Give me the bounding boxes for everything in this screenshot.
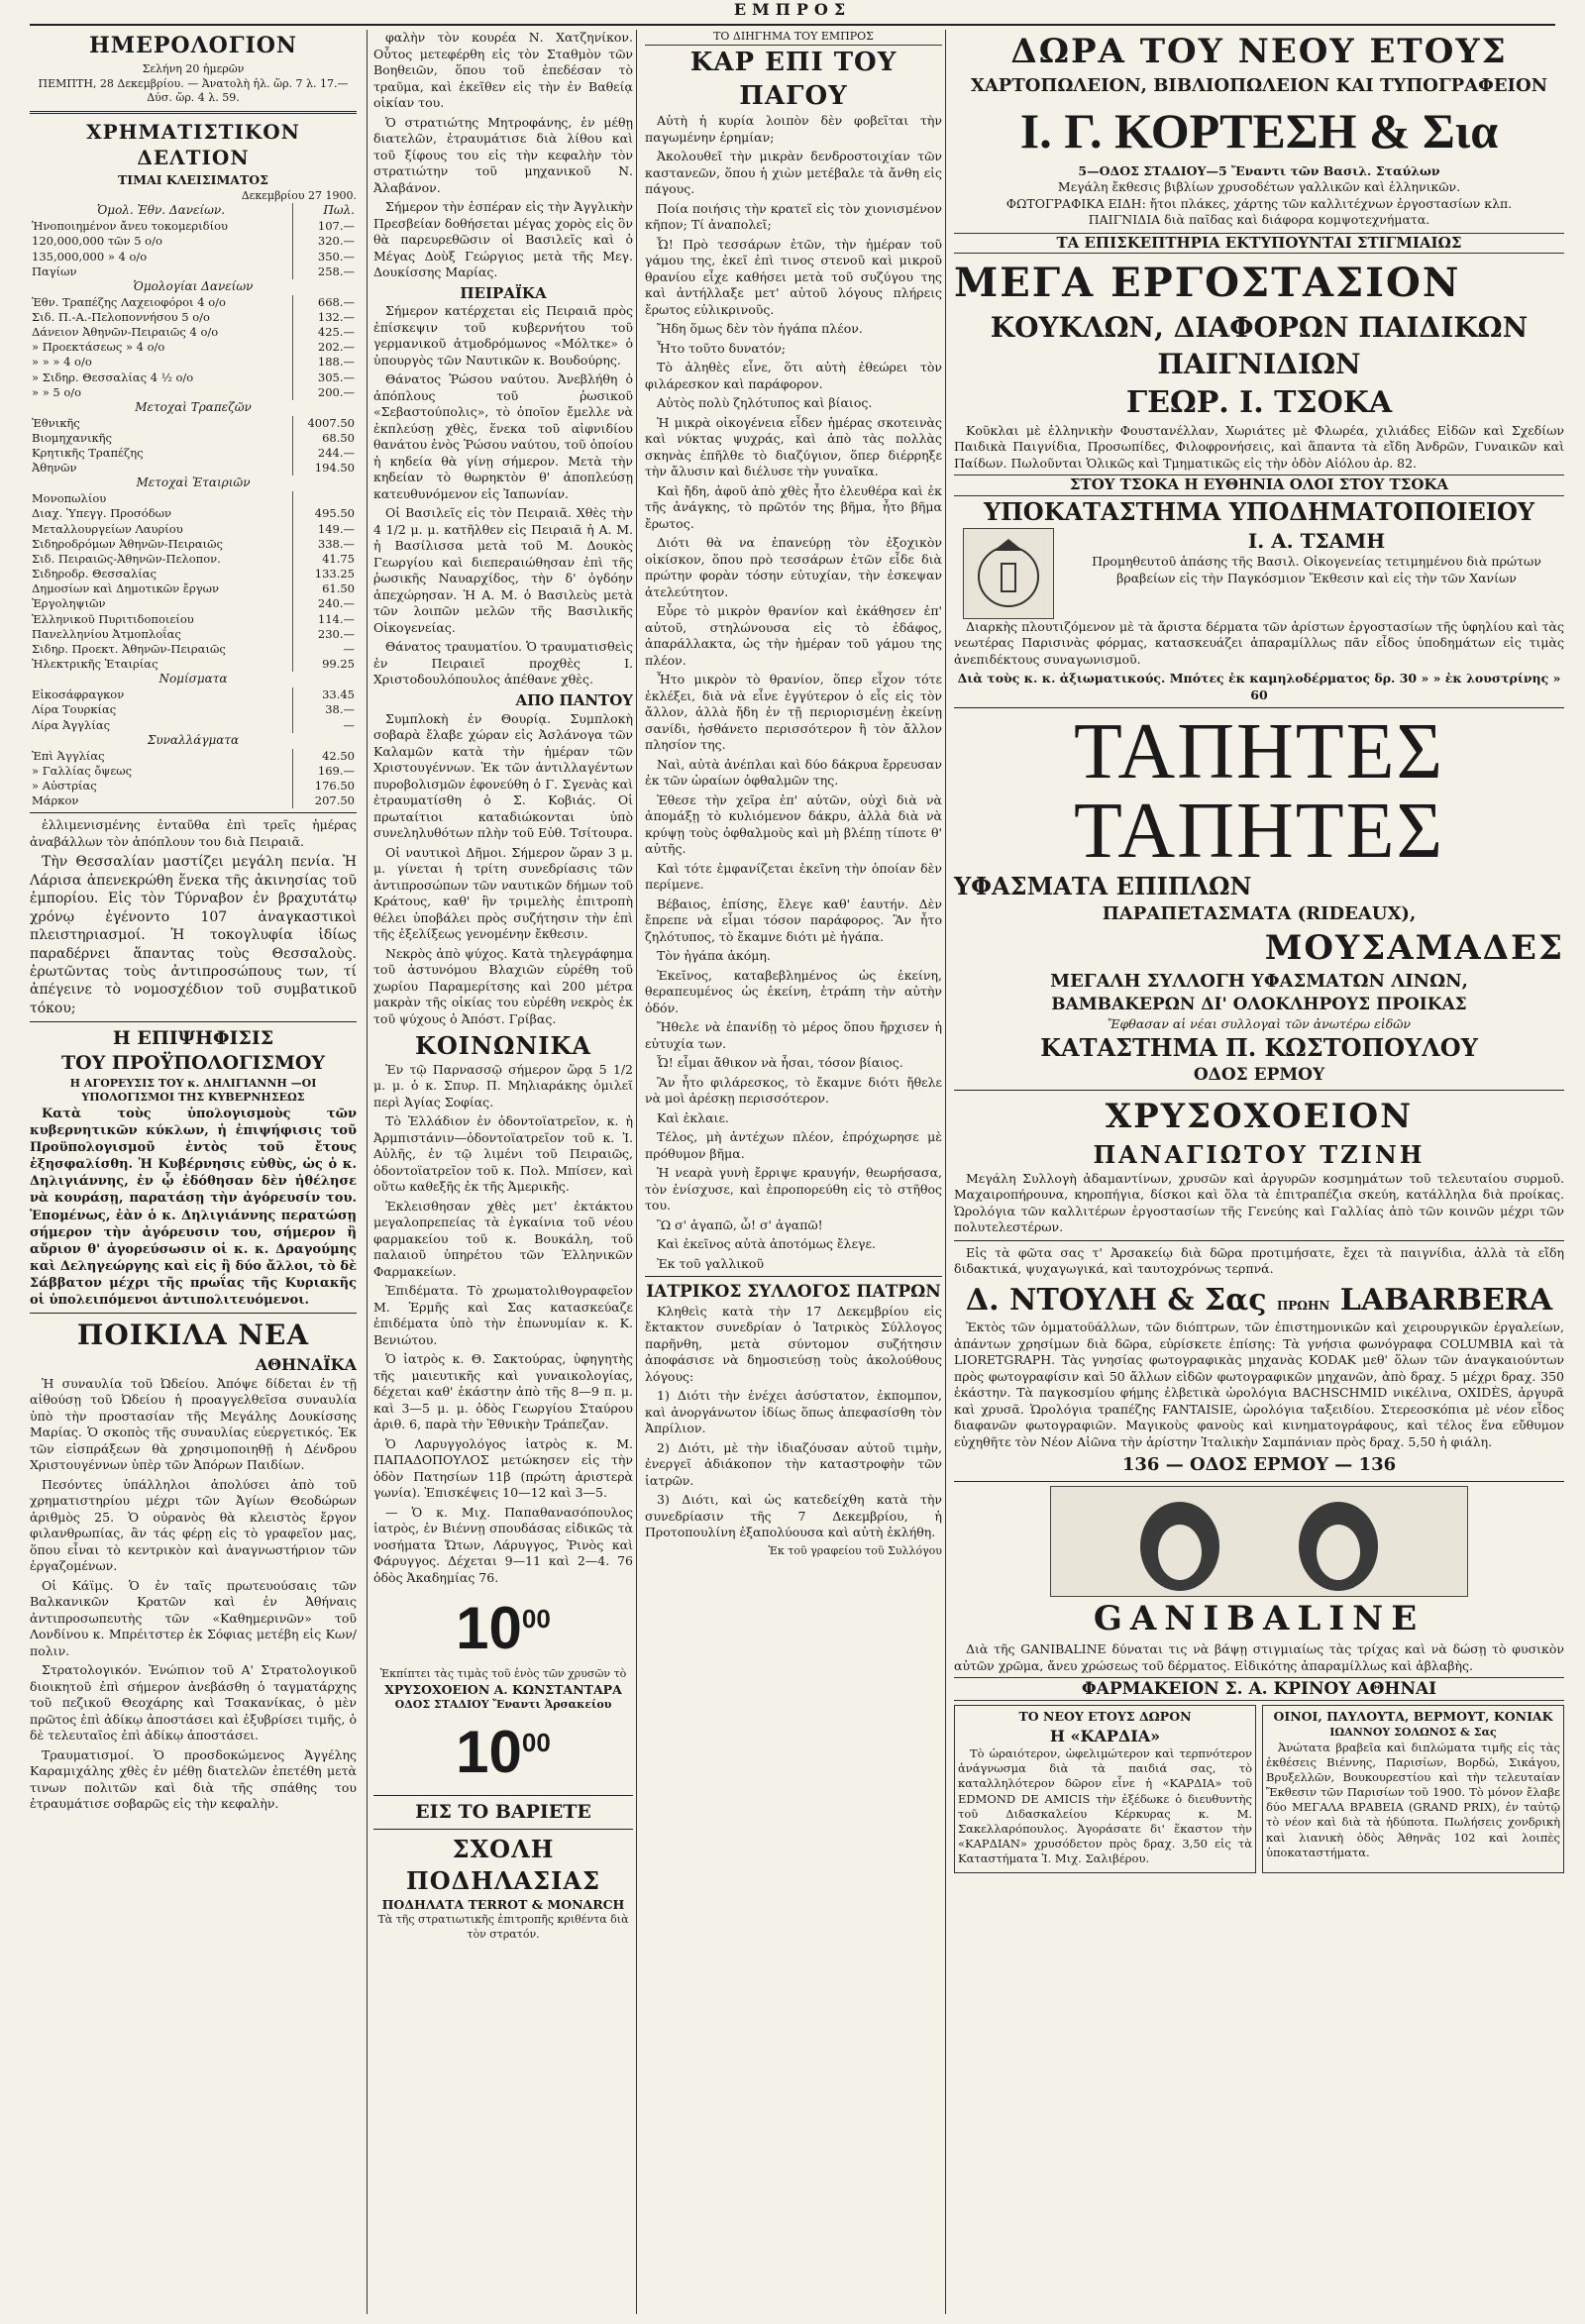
stock-row xyxy=(30,250,357,264)
athens-p3: Οἱ Κάϊμς. Ὁ ἐν ταῖς πρωτευούσαις τῶν Βαλκανικῶν Κρατῶν καὶ ἐν Ἀθήναις ἀντιπροσωπευτὴς τῶν «Καθημερινῶν» τοῦ Λονδίνου κ. Μπρέιτστερ ἐκ Σόφιας μετέβη εἰς Κων/πολιν. xyxy=(30,1577,357,1658)
wine-title: ΟΙΝΟΙ, ΠΑΥΛΟΥΤΑ, ΒΕΡΜΟΥΤ, ΚΟΝΙΑΚ xyxy=(1273,1709,1553,1725)
cotton: ΒΑΜΒΑΚΕΡΩΝ ΔΙ' ΟΛΟΚΛΗΡΟΥΣ ΠΡΟΙΚΑΣ xyxy=(1051,995,1467,1015)
gold-addr: ΟΔΟΣ ΣΤΑΔΙΟΥ Ἔναντι Ἀρσακείου xyxy=(394,1698,612,1712)
calendar-title: ΗΜΕΡΟΛΟΓΙΟΝ xyxy=(88,33,298,58)
stock-name: Ἠλεκτρικῆς Ἑταιρίας xyxy=(32,657,158,672)
stock-row xyxy=(30,295,357,310)
jeweler-title: ΧΡΥΣΟΧΟΕΙΟΝ xyxy=(1105,1097,1414,1137)
stock-name: Σιδ. Π.-Α.-Πελοποννήσου 5 ο/ο xyxy=(32,309,210,324)
stock-value: 194.50 xyxy=(293,461,358,475)
story-paragraph: Ποία ποιήσις τὴν κρατεῖ εἰς τὸν χιονισμένον κῆπον; Τί ἀναπολεῖ; xyxy=(645,200,942,233)
stock-row xyxy=(30,552,357,567)
ntoulis-text: Ἐκτὸς τῶν ὁμματοϋάλλων, τῶν διόπτρων, τῶν ἐπιστημονικῶν καὶ χειρουργικῶν ἐργαλείων, ἀπάντων χρησίμων διὰ δῶρα, εὑρίσκετε ἐπίσης: Τὰ γνήσια φωνόγραφα COLUMBIA καὶ τὰ LIORETGRAPH. Τὰς γνησίας φωτογραφικὰς μηχανὰς KODAK μεθ' ὅλων τῶν ἀναγκαιούντων πρὸς φωτογραφίσιν καὶ 50 ἄλλων εἰδῶν φωτογραφικῶν μηχανῶν, ἀπὸ δραχ. 5 μέχρι δραχ. 350 ἑκάστην. Τὰ παγκοσμίου φήμης ἐλβετικὰ ὡρολόγια BACHSCHMID νικέλινα, OXIDÈS, ἀργυρᾶ καὶ χρυσᾶ. Ὡρολόγια τραπέζης FANTAISIE, ὡρολόγια ταξειδίου. Στερεοσκόπια μὲ νέον εἶδος διαφανῶν φωτογραφιῶν. Μαγικοὺς φανοὺς καὶ κινηματογράφους, καὶ τέλος ἕνα εὔθυμον εὐχηθῆτε τὸν Νέον Αἰῶνα τὴν ἀρίστην Ἰταλικὴν Σαμπάνιαν πρὸς δραχ. 5,50 ἡ φιάλη. xyxy=(954,1320,1564,1449)
story-paragraph: Καὶ ἐκεῖνος αὐτὰ ἀποτόμως ἔλεγε. xyxy=(657,1236,876,1252)
social-p5: Ὁ ἰατρὸς κ. Θ. Σακτούρας, ὑφηγητὴς τῆς μαιευτικῆς καὶ γυναικολογίας, δέχεται καθ' ἑκάστην ἀπὸ τῆς 8—9 π. μ. καὶ 3—5 μ. μ. ὁδὸς Γεωργίου Σταύρου ἀριθ. 6, παρὰ τὴν Ἐθνικὴν Τράπεζαν. xyxy=(373,1351,633,1432)
ganibaline-text: Διὰ τῆς GANIBALINE δύναται τις νὰ βάψῃ στιγμιαίως τὰς τρίχας καὶ νὰ δώσῃ τὸ φυσικὸν αὐτῶν χρῶμα, ἄνευ χρώσεως τοῦ δέρματος. Εἰδικότης ἀπαραμίλλως καὶ ἀβλαβὴς. xyxy=(954,1641,1564,1673)
stock-row xyxy=(30,793,357,808)
shoe-text: Προμηθευτοῦ ἁπάσης τῆς Βασιλ. Οἰκογενείας τετιμημένου διὰ πρώτων βραβείων εἰς τὴν Παγκόσμιον Ἔκθεσιν καὶ εἰς τὴν τῶν Χανίων xyxy=(1092,554,1541,585)
school-text: Τὰ τῆς στρατιωτικῆς ἐπιτροπῆς κριθέντα διὰ τὸν στρατόν. xyxy=(377,1913,629,1941)
factory-title: ΜΕΓΑ ΕΡΓΟΣΤΑΣΙΟΝ xyxy=(954,260,1461,307)
kostopoulos: ΚΑΤΑΣΤΗΜΑ Π. ΚΩΣΤΟΠΟΥΛΟΥ xyxy=(1040,1033,1478,1063)
school-sub: ΠΟΔΗΛΑΤΑ TERROT & MONARCH xyxy=(381,1896,625,1912)
stock-name: » Προεκτάσεως » 4 ο/ο xyxy=(32,340,165,355)
story-series: ΤΟ ΔΙΗΓΗΜΑ ΤΟΥ ΕΜΠΡΟΣ xyxy=(645,30,942,46)
stock-section-header xyxy=(30,279,357,295)
newspaper-page xyxy=(30,0,1564,2324)
stock-table xyxy=(30,203,357,808)
stock-value: 200.— xyxy=(293,385,358,400)
stock-name: Ἐπὶ Ἀγγλίας xyxy=(32,748,105,763)
shoe-text-2: Διαρκὴς πλουτιζόμενον μὲ τὰ ἄριστα δέρματα τῶν ἀρίστων ἐργοστασίων τῆς ὑφηλίου καὶ τὰς νεωτέρας Παρισινὰς φόρμας, κατασκευάζει ἀπαραμίλλως πᾶν εἶδος ὑποδημάτων εἰς τιμὰς ἀνεπιδέκτους συναγωνισμοῦ. xyxy=(954,618,1564,667)
stock-name: Σιδηροδρ. Θεσσαλίας xyxy=(32,567,157,581)
story-paragraph: Καὶ ἤδη, ἀφοῦ ἀπὸ χθὲς ἦτο ἐλευθέρα καὶ ἐκ τῆς ἀνάγκης, τὸ πρῶτόν της βῆμα, ἦτο βῆμα ἔρωτος. xyxy=(645,482,942,531)
stock-row xyxy=(30,461,357,475)
kortesis-l2: ΦΩΤΟΓΡΑΦΙΚΑ ΕΙΔΗ: ἤτοι πλάκες, χάρτης τῶν καλλιτέχνων ἐργοστασίων κλπ. xyxy=(1005,195,1513,211)
social-title: ΚΟΙΝΩΝΙΚΑ xyxy=(415,1031,591,1061)
kardia-title: ΤΟ ΝΕΟΥ ΕΤΟΥΣ ΔΩΡΟΝ xyxy=(1018,1709,1192,1725)
para-ship: ἐλλιμενισμένης ἐνταῦθα ἐπὶ τρεῖς ἡμέρας ἀναβάλλων τὸν ἀπόπλουν του διὰ Πειραιᾶ. xyxy=(30,817,357,849)
stock-value: 350.— xyxy=(293,250,358,264)
calendar-date: ΠΕΜΠΤΗ, 28 Δεκεμβρίου. — Ἀνατολὴ ἡλ. ὥρ. 7 λ. 17.—Δύσ. ὥρ. 4 λ. 59. xyxy=(38,76,349,105)
stock-row xyxy=(30,596,357,611)
kortesis-addr: 5—ΟΔΟΣ ΣΤΑΔΙΟΥ—5 Ἔναντι τῶν Βασιλ. Σταύλων xyxy=(1078,162,1440,178)
story-paragraph: Ἐκεῖνος, καταβεβλημένος ὡς ἐκείνη, θεραπευμένος ὡς ἐκείνη, ἐτράπη τὴν αὐτὴν ὁδόν. xyxy=(645,967,942,1015)
everywhere-p1: Συμπλοκὴ ἐν Θουρίᾳ. Συμπλοκὴ σοβαρὰ ἔλαβε χώραν εἰς Ἀσλάνογα τῶν Καλαμῶν κατὰ τὴν ἡμέραν τῶν Χριστουγέννων. Ἐκ τῶν ἀντιλλαγέντων πυροβολισμῶν ἐφονεύθη ὁ Γ. Σγενὰς καὶ ἐτραυματίσθη ὁ Σ. Κοβιάς. Οἱ πρωταίτιοι καταδιώκονται ὑπὸ συνεληλυθότων πλὴν τοῦ Εὐθ. Τσίτουρα. xyxy=(373,710,633,841)
stock-value: 425.— xyxy=(293,325,358,340)
stock-value: 149.— xyxy=(293,522,358,537)
kardia-sub: Η «ΚΑΡΔΙΑ» xyxy=(1049,1726,1161,1745)
stock-row xyxy=(30,385,357,400)
story-paragraph: Ἐκ τοῦ γαλλικοῦ xyxy=(657,1255,765,1271)
stock-row xyxy=(30,506,357,521)
stock-name: Λίρα Τουρκίας xyxy=(32,702,117,717)
stock-value: 132.— xyxy=(293,310,358,325)
stock-value: 305.— xyxy=(293,370,358,385)
stock-name: » Σιδηρ. Θεσσαλίας 4 ½ ο/ο xyxy=(32,370,194,384)
stock-name: Εἰκοσάφραγκον xyxy=(32,687,125,702)
story-title: ΚΑΡ ΕΠΙ ΤΟΥ ΠΑΓΟΥ xyxy=(689,47,898,111)
gifts-title: ΔΩΡΑ ΤΟΥ ΝΕΟΥ ΕΤΟΥΣ xyxy=(1010,32,1508,71)
social-p6: Ὁ Λαρυγγολόγος ἰατρὸς κ. Μ. ΠΑΠΑΔΟΠΟΥΛΟΣ μετώκησεν εἰς τὴν ὁδὸν Πατησίων 11β (πρώτη ἀριστερὰ γωνία). Ἐπισκέψεις 10—12 καὶ 3—5. xyxy=(373,1435,633,1501)
story-paragraph: Ἀκολουθεῖ τὴν μικρὰν δενδροστοιχίαν τῶν καστανεῶν, ὅπου ἡ χιὼν μετέβαλε τὰ ἄνθη εἰς πάγους. xyxy=(645,149,942,197)
mousamades: ΜΟΥΣΑΜΑΔΕΣ xyxy=(1264,927,1564,968)
stock-row xyxy=(30,325,357,340)
stock-section-header xyxy=(30,672,357,687)
stock-subtitle: ΤΙΜΑΙ ΚΛΕΙΣΙΜΑΤΟΣ xyxy=(117,172,269,188)
stock-col-header-right: Πωλ. xyxy=(293,203,358,219)
stock-row xyxy=(30,702,357,717)
stock-name: 135,000,000 » 4 ο/ο xyxy=(32,249,148,264)
story-paragraph: Εὗρε τὸ μικρὸν θρανίον καὶ ἐκάθησεν ἐπ' αὐτοῦ, στηλώνουσα εἰς τὸ ἐδάφος, ἀπαράλλακτα, ὡς τὴν ἡμέραν τοῦ γάμου της πλέον. xyxy=(645,603,942,668)
wine-text: Ἀνώτατα βραβεῖα καὶ διπλώματα τιμῆς εἰς τὰς ἐκθέσεις Βιέννης, Παρισίων, Βορδώ, Σικάγου, Βρυξελλῶν, Βουκουρεστίου καὶ τὴν τελευταίαν Ἔκθεσιν τῶν Παρισίων τοῦ 1900. Τὸ μόνον ἔλαβε δύο ΜΕΓΑΛΑ ΒΡΑΒΕΙΑ (GRAND PRIX), ἐν ταὐτῷ τὸ νέον καὶ διὰ τὰ ἡδύποτα. Πωλήσεις χονδρικὴ καὶ λιανικὴ ὁδὸς Ἀθηνᾶς 102 καὶ λοιπὲς ὑποκαταστήματα. xyxy=(1266,1740,1560,1859)
stock-title: ΧΡΗΜΑΤΙΣΤΙΚΟΝ ΔΕΛΤΙΟΝ xyxy=(86,119,300,169)
story-paragraph: Καὶ τότε ἐμφανίζεται ἐκεῖνη τὴν ὁποίαν δὲν περίμενε. xyxy=(645,860,942,893)
column-2 xyxy=(367,30,633,2314)
ganibaline-illustration xyxy=(1050,1486,1468,1597)
stock-section-header xyxy=(30,400,357,416)
calendar-moon: Σελήνη 20 ἡμερῶν xyxy=(142,62,245,76)
stock-name: Δημοσίων καὶ Δημοτικῶν ἔργων xyxy=(32,581,219,596)
story-paragraph: Ὢ σ' ἀγαπῶ, ὦ! σ' ἀγαπῶ! xyxy=(657,1216,823,1232)
stock-value: 114.— xyxy=(293,612,358,627)
piraeus-p4: Θάνατος τραυματίου. Ὁ τραυματισθεὶς ἐν Πειραιεῖ προχθὲς Ι. Χριστοδουλόπουλος ἀπέθανε χθὲς. xyxy=(373,639,633,687)
kardia-text: Τὸ ὡραιότερον, ὠφελιμώτερον καὶ τερπνότερον ἀνάγνωσμα διὰ τὰ παιδιά σας, τὸ καταλληλότερον δῶρον εἶνε ἡ «ΚΑΡΔΙΑ» τοῦ EDMOND DE AMICIS τὴν ἐξέδωκε ὁ διευθυντὴς τοῦ Διδασκαλείου Κέρκυρας κ. Μ. Σακελλαρόπουλος. Ἀγοράσατε δι' ἕκαστον τὴν «ΚΑΡΔΙΑΝ» χρυσόδετον πρὸς δραχ. 3,50 εἰς τὰ Καταστήματα Ἰ. Μιχ. Σαλιβέρου. xyxy=(958,1746,1252,1866)
masthead: ΕΜΠΡΟΣ xyxy=(30,0,1555,26)
pharmacy: ΦΑΡΜΑΚΕΙΟΝ Σ. Α. ΚΡΙΝΟΥ ΑΘΗΝΑΙ xyxy=(954,1677,1564,1701)
stock-value: 42.50 xyxy=(293,749,358,764)
athens-p4: Στρατολογικόν. Ἐνώπιον τοῦ Α' Στρατολογικοῦ διοικητοῦ ἐπὶ σήμερον ἀνεβάσθη ὁ ταγματάρχης τοῦ πεζικοῦ Θεοχάρης καὶ Τσακανίκας, ὁ μὲν πρῶτος ἐπὶ ἀδίκῳ ἀποστάσει καὶ ἐξυβρίσει τιμῆς, ὁ δὲ τελευταῖος ἐπὶ ἀδίκῳ ἀποστάσει. xyxy=(30,1662,357,1743)
piraeus-p3: Οἱ Βασιλεῖς εἰς τὸν Πειραιᾶ. Χθὲς τὴν 4 1/2 μ. μ. κατῆλθεν εἰς Πειραιᾶ ἡ Α. Μ. ἡ Βασίλισσα μετὰ τοῦ Μ. Δουκὸς Γεωργίου καὶ διεπεραιώθησαν ἐπὶ τῆς ῥωσικῆς Ναυαρχίδος, τὴν δ' ὀγδόην ἀπεχώρησαν. Ἡ Α. Μ. ὁ Βασιλεὺς μετὰ τῶν λοιπῶν μελῶν τῆς Βασιλικῆς Οἰκογενείας. xyxy=(373,505,633,635)
c2-p3: Σήμερον τὴν ἑσπέραν εἰς τὴν Ἀγγλικὴν Πρεσβείαν δοθήσεται μέγας χορὸς εἰς ὃν θὰ παρευρεθῶσιν οἱ Βασιλεῖς καὶ ὁ Μέγας Δοὺξ Γεώργιος μετὰ τῆς Μεγ. Δουκίσσης Μαρίας. xyxy=(373,199,633,279)
stock-value: 4007.50 xyxy=(293,416,358,431)
factory-sub: ΚΟΥΚΛΩΝ, ΔΙΑΦΟΡΩΝ ΠΑΙΔΙΚΩΝ ΠΑΙΓΝΙΔΙΩΝ xyxy=(990,311,1529,381)
story-paragraph: Τέλος, μὴ ἀντέχων πλέον, ἐπρόχωρησε μὲ πρόθυμον βῆμα. xyxy=(645,1129,942,1161)
stock-name: Μετοχαὶ Τραπεζῶν xyxy=(135,399,252,414)
stock-name: Διαχ. Ὑπεγγ. Προσόδων xyxy=(32,506,171,521)
stock-row xyxy=(30,264,357,279)
piraeus-title: ΠΕΙΡΑΪΚΑ xyxy=(460,283,547,302)
stock-name: » Αὐστρίας xyxy=(32,778,97,792)
stock-name: Μάρκον xyxy=(32,793,79,808)
stock-name: Νομίσματα xyxy=(158,672,228,687)
stock-name: Συναλλάγματα xyxy=(147,732,240,747)
story-paragraph: Ἦτο τοῦτο δυνατόν; xyxy=(657,340,787,356)
stock-name: Μεταλλουργείων Λαυρίου xyxy=(32,521,183,536)
stock-row xyxy=(30,537,357,552)
gold-line: Ἐκπίπτει τὰς τιμὰς τοῦ ἑνὸς τῶν χρυσῶν τὸ xyxy=(379,1667,627,1681)
athens-p2: Πεσόντες ὑπάλληλοι ἀπολύσει ἀπὸ τοῦ χρηματιστηρίου μέχρι τῶν Ἀγίων Θεοδώρων ἀριθμὸς 25. Ὁ οὐρανὸς θὰ κλειστὸς ἔργον φιλανθρωπίας, ἂν τάς φέρῃ εἰς τὸ γραφεῖον μας, ὅπου εἶναι τὸ κεντρικὸν καὶ ἀναγνωστήριον τῶν ἐργαζομένων. xyxy=(30,1476,357,1574)
stock-value: 202.— xyxy=(293,340,358,355)
stock-name: Λίρα Ἀγγλίας xyxy=(32,717,111,732)
stock-value: 68.50 xyxy=(293,431,358,446)
stock-row xyxy=(30,749,357,764)
gold-price: $10^{00}$ xyxy=(456,1595,551,1662)
stock-row xyxy=(30,219,357,234)
wine-sub: ΙΩΑΝΝΟΥ ΣΟΛΩΝΟΣ & Σας xyxy=(1329,1725,1497,1739)
arrived: Ἔφθασαν αἱ νέαι συλλογαὶ τῶν ἀνωτέρω εἰδῶν xyxy=(1107,1015,1412,1031)
stock-value: 61.50 xyxy=(293,581,358,596)
med-sign: Ἐκ τοῦ γραφείου τοῦ Συλλόγου xyxy=(768,1543,942,1557)
stock-value: 176.50 xyxy=(293,779,358,793)
stock-value: 169.— xyxy=(293,764,358,779)
stock-row xyxy=(30,612,357,627)
stock-value: — xyxy=(293,718,358,733)
story-body xyxy=(645,113,942,1272)
stock-value: — xyxy=(293,642,358,657)
stock-row xyxy=(30,340,357,355)
everywhere-title: ΑΠΟ ΠΑΝΤΟΥ xyxy=(515,690,633,709)
stock-name: Βιομηχανικῆς xyxy=(32,430,112,445)
stock-row xyxy=(30,522,357,537)
stock-name: Παγίων xyxy=(32,264,77,278)
stock-name: Ὁμολογίαι Δανείων xyxy=(133,278,254,293)
shoe-title: ΥΠΟΚΑΤΑΣΤΗΜΑ ΥΠΟΔΗΜΑΤΟΠΟΙΕΙΟΥ xyxy=(983,497,1535,527)
stock-row xyxy=(30,234,357,249)
stock-col-header-left: Ὁμολ. Ἐθν. Δανείων. xyxy=(96,203,226,218)
stock-row xyxy=(30,355,357,370)
shoe-name: Ι. Α. ΤΣΑΜΗ xyxy=(1247,528,1386,553)
stock-name: Ἀθηνῶν xyxy=(32,461,77,475)
kortesis-name: Ι. Γ. ΚΟΡΤΕΣΗ & Σια xyxy=(1019,102,1499,158)
stock-value: 207.50 xyxy=(293,793,358,808)
stock-value: 495.50 xyxy=(293,506,358,521)
stock-value: 188.— xyxy=(293,355,358,370)
stock-value: 338.— xyxy=(293,537,358,552)
story-paragraph: Τὸν ἠγάπα ἀκόμη. xyxy=(657,948,771,964)
jeweler-note: Εἰς τὰ φῶτα σας τ' Ἀρσακείῳ διὰ δῶρα προτιμήσατε, ἔχει τὰ παιγνίδια, ἀλλὰ τὰ εἴδη διδακτικά, ψυχαγωγικά, καὶ ταυτοχρόνως τερπνά. xyxy=(954,1244,1564,1277)
athens-p1: Ἡ συναυλία τοῦ Ὠδείου. Ἀπόψε δίδεται ἐν τῇ αἰθούσῃ τοῦ Ὠδείου ἡ προαγγελθεῖσα συναυλία ὑπὸ τὴν προστασίαν τῆς Μεγάλης Δουκίσσης Μαρίας. Ὁ σκοπὸς τῆς συναυλίας εὐεργετικός. Ἐκ τῶν εἰσπράξεων θὰ χρησιμοποιηθῇ ἡ Δένδρου Χριστουγέννων ὑπὲρ τῶν Ἀπόρων Παιδίων. xyxy=(30,1375,357,1473)
stock-row xyxy=(30,687,357,702)
piraeus-p1: Σήμερον κατέρχεται εἰς Πειραιᾶ πρὸς ἐπίσκεψιν τοῦ κυβερνήτου τοῦ γερμανικοῦ ἀτμοδρόμωνος «Μόλτκε» ὁ ὑπουργὸς τῶν Ναυτικῶν κ. Βουδούρης. xyxy=(373,303,633,368)
stock-value: 133.25 xyxy=(293,567,358,581)
c2-p1: φαλὴν τὸν κουρέα Ν. Χατζηνίκον. Οὗτος μετεφέρθη εἰς τὸν Σταθμὸν τῶν Βοηθειῶν, ὅπου τοῦ ἐπεδέσαν τὸ τραῦμα, καὶ ἐκεῖθεν εἰς τὴν ἐν Βαθείᾳ οἰκίαν του. xyxy=(373,30,633,110)
story-paragraph: Καὶ ἐκλαιε. xyxy=(657,1109,729,1125)
stock-row xyxy=(30,627,357,642)
kortesis-l3: ΠΑΙΓΝΙΔΙΑ διὰ παῖδας καὶ διάφορα κομψοτεχνήματα. xyxy=(1088,212,1430,228)
story-paragraph: Ὦ! Πρὸ τεσσάρων ἐτῶν, τὴν ἡμέραν τοῦ γάμου της, ἐκεῖ ἐπὶ τινος στενοῦ καὶ μικροῦ θρανίου εἶχε καθήσει μετὰ τοῦ συζύγου της καὶ ἀντήλλαξε μετ' αὐτοῦ λόγους πλήρεις ἔρωτος εὐλικρινοῦς. xyxy=(645,236,942,317)
stock-value: 258.— xyxy=(293,264,358,279)
stock-value: 244.— xyxy=(293,446,358,461)
rugs-title: ΤΑΠΗΤΕΣ ΤΑΠΗΤΕΣ xyxy=(1073,708,1445,876)
tsokas-name: ΓΕΩΡ. Ι. ΤΣΟΚΑ xyxy=(1125,385,1393,421)
stock-value: 320.— xyxy=(293,234,358,249)
stock-name: 120,000,000 τῶν 5 ο/ο xyxy=(32,234,162,249)
stock-value: 99.25 xyxy=(293,657,358,672)
stock-row xyxy=(30,657,357,672)
kardia-ad xyxy=(954,1705,1256,1873)
gold-price-2: $10^{00}$ xyxy=(456,1718,551,1785)
social-p7: — Ὁ κ. Μιχ. Παπαθανασόπουλος ἰατρὸς, ἐν Βιέννῃ σπουδάσας εἰδικῶς τὰ νοσήματα Ὤτων, Λάρυγγος, Ῥινὸς καὶ Φάρυγγος. Δέχεται 9—11 καὶ 2—4. 76 ὁδὸς Ἀκαδημίας 76. xyxy=(373,1504,633,1585)
everywhere-p2: Οἱ ναυτικοὶ Δῆμοι. Σήμερον ὥραν 3 μ. μ. γίνεται ἡ τρίτη συνεδρίασις τῶν ἀντιπροσώπων τῶν ναυτικῶν δήμων τοῦ Κράτους, καθ' ἣν τριμελὴς ἐπιτροπὴ θέλει ὑποβάλει πρὸς συζήτησιν τὴν ἐπὶ τῆς ἐξελίξεως γενομένην ἔκθεσιν. xyxy=(373,844,633,942)
curtains: ΠΑΡΑΠΕΤΑΣΜΑΤΑ (RIDEAUX), xyxy=(1102,902,1417,924)
story-paragraph: Ἤδη ὅμως δὲν τὸν ἠγάπα πλέον. xyxy=(657,321,863,337)
stock-row xyxy=(30,567,357,581)
royal-crest-icon xyxy=(963,528,1054,619)
wine-ad xyxy=(1262,1705,1564,1873)
ntoulis-heading: Δ. ΝΤΟΥΛΗ & Σας ΠΡΩΗΝ LABARBERA xyxy=(965,1282,1553,1318)
column-1 xyxy=(30,30,357,2314)
stock-row xyxy=(30,779,357,793)
stock-row xyxy=(30,581,357,596)
stock-value: 33.45 xyxy=(293,687,358,702)
vote-subtitle: Η ΑΓΟΡΕΥΣΙΣ ΤΟΥ κ. ΔΗΛΙΓΙΑΝΝΗ —ΟΙ ΥΠΟΛΟΓΙΣΜΟΙ ΤΗΣ ΚΥΒΕΡΝΗΣΕΩΣ xyxy=(69,1076,317,1105)
ntoulis-addr: 136 — ΟΔΟΣ ΕΡΜΟΥ — 136 xyxy=(1121,1454,1397,1476)
stock-value xyxy=(293,491,358,506)
column-3 xyxy=(636,30,942,2314)
jeweler-text: Μεγάλη Συλλογὴ ἀδαμαντίνων, χρυσῶν καὶ ἀργυρῶν κοσμημάτων τοῦ τελευταίου συρμοῦ. Μαχαιροπήρουνα, κηροπήγια, δίσκοι καὶ ὅλα τὰ ἐπιτραπέζια σκεύη, κατάλληλα διὰ προίκας. Ὡρολόγια τῶν καλλιτέρων ἐργοστασίων τῆς Γενεύης καὶ Γαλλίας ἀπὸ τῶν κοινῶν μέχρι τῶν πολυτελεστέρων. xyxy=(954,1170,1564,1235)
vote-text: Κατὰ τοὺς ὑπολογισμοὺς τῶν κυβερνητικῶν κύκλων, ἡ ἐπιψήφισις τοῦ Προϋπολογισμοῦ ἐντὸς τοῦ ἔτους ἐξησφαλίσθη. Ἡ Κυβέρνησις εὐθὺς, ὡς ὁ κ. Δηλιγιάννης, ἐν ᾧ ἐδόθησαν δὲν ἠθέλησε νὰ κουράσῃ, παρατάσῃ τὴν ἀγόρευσίν του. Ἐπομένως, ἐὰν ὁ κ. Δηλιγιάννης περατώσῃ σήμερον τὴν ἀγόρευσιν του, σήμερον ἢ αὔριον θ' ἀγορεύσωσιν οἱ κ. κ. Δραγούμης καὶ Δεληγεώργης καὶ εἰς ἢ δύο ἄλλοι, τὸ δὲ Σάββατον μέχρι τῆς πρωΐας τῆς Κυριακῆς οἱ ὑπολειπόμενοι ἀντιπολιτευόμενοι. xyxy=(30,1106,357,1309)
stock-value: 41.75 xyxy=(293,552,358,567)
athens-p5: Τραυματισμοί. Ὁ προσδοκώμενος Ἀγγέλης Καραμιχάλης χθὲς ἐν μέθῃ διατελῶν ἐπετέθη μετὰ τινων πολιτῶν καὶ διὰ τῆς σπάθης του ἐτραυμάτισε σοβαρῶς εἰς τὴν κεφαλὴν. xyxy=(30,1746,357,1812)
stock-name: » » » 4 ο/ο xyxy=(32,355,92,370)
variete-title: ΕΙΣ ΤΟ ΒΑΡΙΕΤΕ xyxy=(415,1801,591,1824)
stock-name: Ἐργοληψιῶν xyxy=(32,596,106,611)
stock-section-header xyxy=(30,733,357,749)
para-thessaly: Τὴν Θεσσαλίαν μαστίζει μεγάλη πενία. Ἡ Λάρισα ἀπενεκρώθη ἕνεκα τῆς ἀκινησίας τοῦ ἐμπορίου. Εἰς τὸν Τύρναβον ἐν βραχυτάτῳ χρόνῳ ἐγένοντο 107 ἀναγκαστικοὶ πλειστηριασμοί. Ἡ τοκογλυφία ἰδίως παραδέρνει ἅπαντας τοὺς Θεσσαλοὺς. ἐρωτῶντας τοὺς ἀντιπροσώπους των, τί ἀπέγεινε τὸ νομοσχέδιον τοῦ συμβατικοῦ τόκου; xyxy=(30,854,357,1016)
linen: ΜΕΓΑΛΗ ΣΥΛΛΟΓΗ ΥΦΑΣΜΑΤΩΝ ΛΙΝΩΝ, xyxy=(1050,971,1468,993)
story-paragraph: Ἐθεσε τὴν χεῖρα ἐπ' αὐτῶν, οὐχὶ διὰ νὰ ἀπομάξῃ τὸ κυλιόμενον δάκρυ, ἀλλὰ διὰ νὰ κρύψῃ τοὺς ὀφθαλμοὺς καὶ μὴ βλέπῃ τίποτε θ' αὐτῆς. xyxy=(645,792,942,857)
stock-name: Σιδ. Πειραιῶς-Ἀθηνῶν-Πελοπον. xyxy=(32,551,221,566)
piraeus-p2: Θάνατος Ῥώσου ναύτου. Ἀνεβλήθη ὁ ἀπόπλους τοῦ ῥωσικοῦ «Σεβαστούπολις», τὸ ὁποῖον ἔμελλε νὰ ἐκπλεύσῃ χθὲς, ἕνεκα τοῦ αἰφνιδίου θανάτου ἑνὸς Ῥώσου ναύτου, τοῦ ὁποίου ἡ κηδεία θὰ γίνῃ σήμερον. Μετὰ τὴν κηδείαν τὸ θωρηκτὸν θ' ἀποπλεύσῃ κατευθυνόμενον εἰς Ἰαπωνίαν. xyxy=(373,371,633,501)
athens-title: ΑΘΗΝΑΪΚΑ xyxy=(255,1355,357,1375)
kortesis-l1: Μεγάλη ἔκθεσις βιβλίων χρυσοδέτων γαλλικῶν καὶ ἑλληνικῶν. xyxy=(1057,179,1461,195)
stock-row xyxy=(30,370,357,385)
tsokas-slogan: ΣΤΟΥ ΤΣΟΚΑ Η ΕΥΘΗΝΙΑ ΟΛΟΙ ΣΤΟΥ ΤΣΟΚΑ xyxy=(954,475,1564,496)
story-paragraph: Βέβαιος, ἐπίσης, ἔλεγε καθ' ἑαυτήν. Δὲν ἔπρεπε νὰ εἶμαι τόσον παράφορος. Ἂν ἦτο ζηλότυπος, τὸ ἔκαμνε διότι μὲ ἠγάπα. xyxy=(645,896,942,944)
shoe-price: Διὰ τοὺς κ. κ. ἀξιωματικούς. Μπότες ἐκ καμηλοδέρματος δρ. 30 » » ἐκ λουστρίνης » 60 xyxy=(957,671,1561,702)
stock-name: Πανελληνίου Ἀτμοπλοΐας xyxy=(32,626,181,641)
tsokas-text: Κοῦκλαι μὲ ἑλληνικὴν Φουστανέλλαν, Χωριάτες μὲ Φλωρέα, χιλιάδες Εἰδῶν καὶ Σχεδίων Παιδικὰ Παιγνίδια, Προσωπίδες, Φιλοφρονήσεις, καὶ ἅπαντα τὰ εἴδη Ἀνδρῶν, Γυναικῶν καὶ Παίδων. Πωλοῦνται Ὁλικῶς καὶ Τμηματικῶς εἰς τὴν ὁδὸν Αἰόλου ἀρ. 82. xyxy=(954,422,1564,471)
social-p3: Ἐκλεισθησαν χθὲς μετ' ἐκτάκτου μεγαλοπρεπείας τὰ ἐγκαίνια τοῦ νέου φαρμακείου τοῦ κ. Βουκάλη, τοῦ παλαιοῦ ὑπηρέτου τῶν Ἑλληνικῶν Φαρμακείων. xyxy=(373,1198,633,1279)
stock-name: Κρητικῆς Τραπέζης xyxy=(32,446,144,461)
story-paragraph: Ἦτο μικρὸν τὸ θρανίον, ὅπερ εἶχον τότε ἐκλέξει, διὰ νὰ εἶνε ἐγγύτερον ὁ εἷς εἰς τὸν ἄλλον, ἀλλὰ ἤδη ἐν τῇ περιορισμένῃ ἐκείνῃ σανίδι, ἠσθάνετο περισσότερον ἢ τὸν ἄλλον πλησίον της. xyxy=(645,672,942,753)
med-p2: 2) Διότι, μὲ τὴν ἰδιαζόυσαν αὐτοῦ τιμὴν, ἐνεργεῖ ἀδιάκοπον τὴν καταστροφὴν τῶν ἰατρῶν. xyxy=(645,1439,942,1488)
stock-row xyxy=(30,718,357,733)
stock-name: Σιδηρ. Προεκτ. Ἀθηνῶν-Πειραιῶς xyxy=(32,641,226,656)
story-paragraph: Αὐτὴ ἡ κυρία λοιπὸν δὲν φοβεῖται τὴν παγωμένην ἐρημίαν; xyxy=(645,113,942,145)
med-p1: 1) Διότι τὴν ἐνέχει ἀσύστατον, ἐκπομπον, καὶ ἀνοργάνωτον ἰδίως ὅπως ἀπεφασίσθη τὸν Ἀπρίλιον. xyxy=(645,1388,942,1436)
jeweler-name: ΠΑΝΑΓΙΩΤΟΥ ΤΖΙΝΗ xyxy=(1093,1140,1426,1170)
gold-shop: ΧΡΥΣΟΧΟΕΙΟΝ Α. ΚΩΝΣΤΑΝΤΑΡΑ xyxy=(384,1681,622,1697)
social-p1: Ἐν τῷ Παρνασσῷ σήμερον ὥρᾳ 5 1/2 μ. μ. ὁ κ. Σπυρ. Π. Μηλιαράκης ὁμιλεῖ περὶ Ἀγίας Σοφίας. xyxy=(373,1061,633,1109)
stock-name: » » 5 ο/ο xyxy=(32,384,82,399)
misc-title: ΠΟΙΚΙΛΑ ΝΕΑ xyxy=(76,1319,310,1352)
stock-name: » Γαλλίας ὄψεως xyxy=(32,763,133,778)
story-paragraph: Ἡ μικρὰ οἰκογένεια εἶδεν ἡμέρας σκοτεινὰς καὶ νύκτας ψυχράς, καὶ ἀπὸ τὰς πολλὰς σκηνὰς ἐπῆλθε τὸ διαζύγιον, ὅπερ διέρρηξε τὴν ἄλυσιν καὶ διέλυσε τὴν γυναῖκα. xyxy=(645,414,942,479)
story-paragraph: Τὸ ἀληθὲς εἶνε, ὅτι αὐτὴ ἐθεώρει τὸν φιλάρεσκον καὶ παράφορον. xyxy=(645,360,942,391)
stock-name: Ἐθνικῆς xyxy=(32,415,80,430)
stock-row xyxy=(30,310,357,325)
ermou: ΟΔΟΣ ΕΡΜΟΥ xyxy=(1193,1064,1325,1085)
med-title: ΙΑΤΡΙΚΟΣ ΣΥΛΛΟΓΟΣ ΠΑΤΡΩΝ xyxy=(646,1282,941,1303)
story-paragraph: Ἤθελε νὰ ἐπανίδῃ τὸ μέρος ὅπου ἤρχισεν ἡ εὐτυχία των. xyxy=(645,1019,942,1051)
stock-row xyxy=(30,416,357,431)
stock-name: Ἐθν. Τραπέζης Λαχειοφόροι 4 ο/ο xyxy=(32,294,226,309)
stock-row xyxy=(30,446,357,461)
gifts-sub: ΧΑΡΤΟΠΩΛΕΙΟΝ, ΒΙΒΛΙΟΠΩΛΕΙΟΝ ΚΑΙ ΤΥΠΟΓΡΑΦΕΙΟΝ xyxy=(970,74,1548,96)
story-paragraph: Ἡ νεαρὰ γυνὴ ἔρριψε κραυγήν, θεωρήσασα, τὸν ἐνίσχυσε, καὶ ἐπροπορεύθη εἰς τὸ στῆθος του. xyxy=(645,1165,942,1214)
fabrics-title: ΥΦΑΣΜΑΤΑ ΕΠΙΠΛΩΝ xyxy=(954,872,1252,901)
everywhere-p3: Νεκρὸς ἀπὸ ψύχος. Κατὰ τηλεγράφημα τοῦ ἀστυνόμου Βλαχιῶν εὑρέθη τοῦ χωρίου Παραμερίτσης καὶ 200 μέτρα μακρὰν τῆς οἰκίας του εὑρέθη νεκρὸς ἐκ τοῦ ψύχους ὁ Ἀπόστ. Γρίβας. xyxy=(373,945,633,1026)
social-p2: Τὸ Ἑλλάδιον ἐν ὀδοντοϊατρεῖον, κ. ἡ Ἀρμπιστάνιν—ὀδοντοϊατρεῖον τοῦ κ. Ἰ. Αὐλῆς, ἐν τῷ λιμένι τοῦ Πειραιῶς, ὀδοντοϊατρεῖον τοῦ κ. Πολ. Μπίσεν, καὶ οὕτω καθεξῆς ἐκ τῆς Ἀμερικῆς. xyxy=(373,1113,633,1195)
stock-name: Δάνειον Ἀθηνῶν-Πειραιῶς 4 ο/ο xyxy=(32,325,219,340)
stock-value: 107.— xyxy=(293,219,358,234)
story-paragraph: Αὐτὸς πολὺ ζηλότυπος καὶ βίαιος. xyxy=(657,395,873,411)
vote-title: Η ΕΠΙΨΗΦΙΣΙΣ xyxy=(112,1027,274,1050)
med-p3: 3) Διότι, καὶ ὡς κατεδείχθη κατὰ τὴν συνεδρίασιν τῆς 7 Δεκεμβρίου, ἡ Προτοπουλίνη ἐξαπολύουσα καὶ αὐτὴ ἐκλήθη. xyxy=(645,1492,942,1540)
stock-value: 230.— xyxy=(293,627,358,642)
story-paragraph: Ἂν ἦτο φιλάρεσκος, τὸ ἔκαμνε διότι ἤθελε νὰ μοὶ ἀρέσκῃ περισσότερον. xyxy=(645,1074,942,1107)
vote-title-2: ΤΟΥ ΠΡΟΫΠΟΛΟΓΙΣΜΟΥ xyxy=(61,1052,325,1075)
story-paragraph: Ὦ! εἶμαι ἄθικον νὰ ἦσαι, τόσον βίαιος. xyxy=(657,1055,903,1071)
c2-p2: Ὁ στρατιώτης Μητροφάνης, ἐν μέθῃ διατελῶν, ἐτραυμάτισε διὰ λίθου καὶ τοῦ ξίφους του εἰς τὴν κεφαλὴν τὸν στρατιώτην τοῦ μηχανικοῦ Ν. Ἀλαβάνον. xyxy=(373,114,633,195)
story-paragraph: Διότι θὰ να ἐπανεύρῃ τὸν ἐξοχικὸν οἰκίσκον, ὅπου πρὸ τεσσάρων ἐτῶν εἶδε διὰ πρώτην φορὰν τόσην εὐτυχίαν, τὴν ἐσκεψαν ἀτελεύτητον. xyxy=(645,535,942,599)
stock-name: Σιδηροδρόμων Ἀθηνῶν-Πειραιῶς xyxy=(32,536,223,551)
stock-name: Ἑλληνικοῦ Πυριτιδοποιείου xyxy=(32,611,194,626)
stock-value: 668.— xyxy=(293,295,358,310)
stock-name: Ἡνοποιημένον ἄνευ τοκομεριδίου xyxy=(32,219,229,234)
school-title: ΣΧΟΛΗ ΠΟΔΗΛΑΣΙΑΣ xyxy=(406,1835,600,1895)
stock-row xyxy=(30,431,357,446)
stock-row xyxy=(30,764,357,779)
story-paragraph: Ναὶ, αὐτὰ ἀνέπλαι καὶ δύο δάκρυα ἔρρευσαν ἐκ τῶν ὡραίων ὀφθαλμῶν της. xyxy=(645,756,942,789)
stock-value: 38.— xyxy=(293,702,358,717)
stock-date: Δεκεμβρίου 27 1900. xyxy=(241,188,357,202)
column-4-ads xyxy=(945,30,1564,2314)
stock-name: Μονοπωλίου xyxy=(32,491,107,506)
cards-line: ΤΑ ΕΠΙΣΚΕΠΤΗΡΙΑ ΕΚΤΥΠΟΥΝΤΑΙ ΣΤΙΓΜΙΑΙΩΣ xyxy=(954,233,1564,255)
stock-value: 240.— xyxy=(293,596,358,611)
social-p4: Ἐπιδέματα. Τὸ χρωματολιθογραφεῖον Μ. Ἑρμῆς καὶ Σας κατασκεύαζε ἐπιδέματα ὑπὸ τὴν ἐπωνυμίαν κ. Κ. Βενιώτου. xyxy=(373,1283,633,1347)
ganibaline-title: GANIBALINE xyxy=(1093,1599,1426,1639)
stock-row xyxy=(30,491,357,506)
stock-section-header xyxy=(30,475,357,491)
stock-name: Μετοχαὶ Ἐταιριῶν xyxy=(136,475,251,490)
med-text: Κληθεὶς κατὰ τὴν 17 Δεκεμβρίου εἰς ἔκτακτον συνεδρίαν ὁ Ἰατρικὸς Σύλλογος παρῆνθη, μετὰ σύντομον συζήτησιν ἀποφάσισε νὰ δημοσιεύσῃ τοὺς ἀκολούθους λόγους: xyxy=(645,1303,942,1384)
stock-row xyxy=(30,642,357,657)
